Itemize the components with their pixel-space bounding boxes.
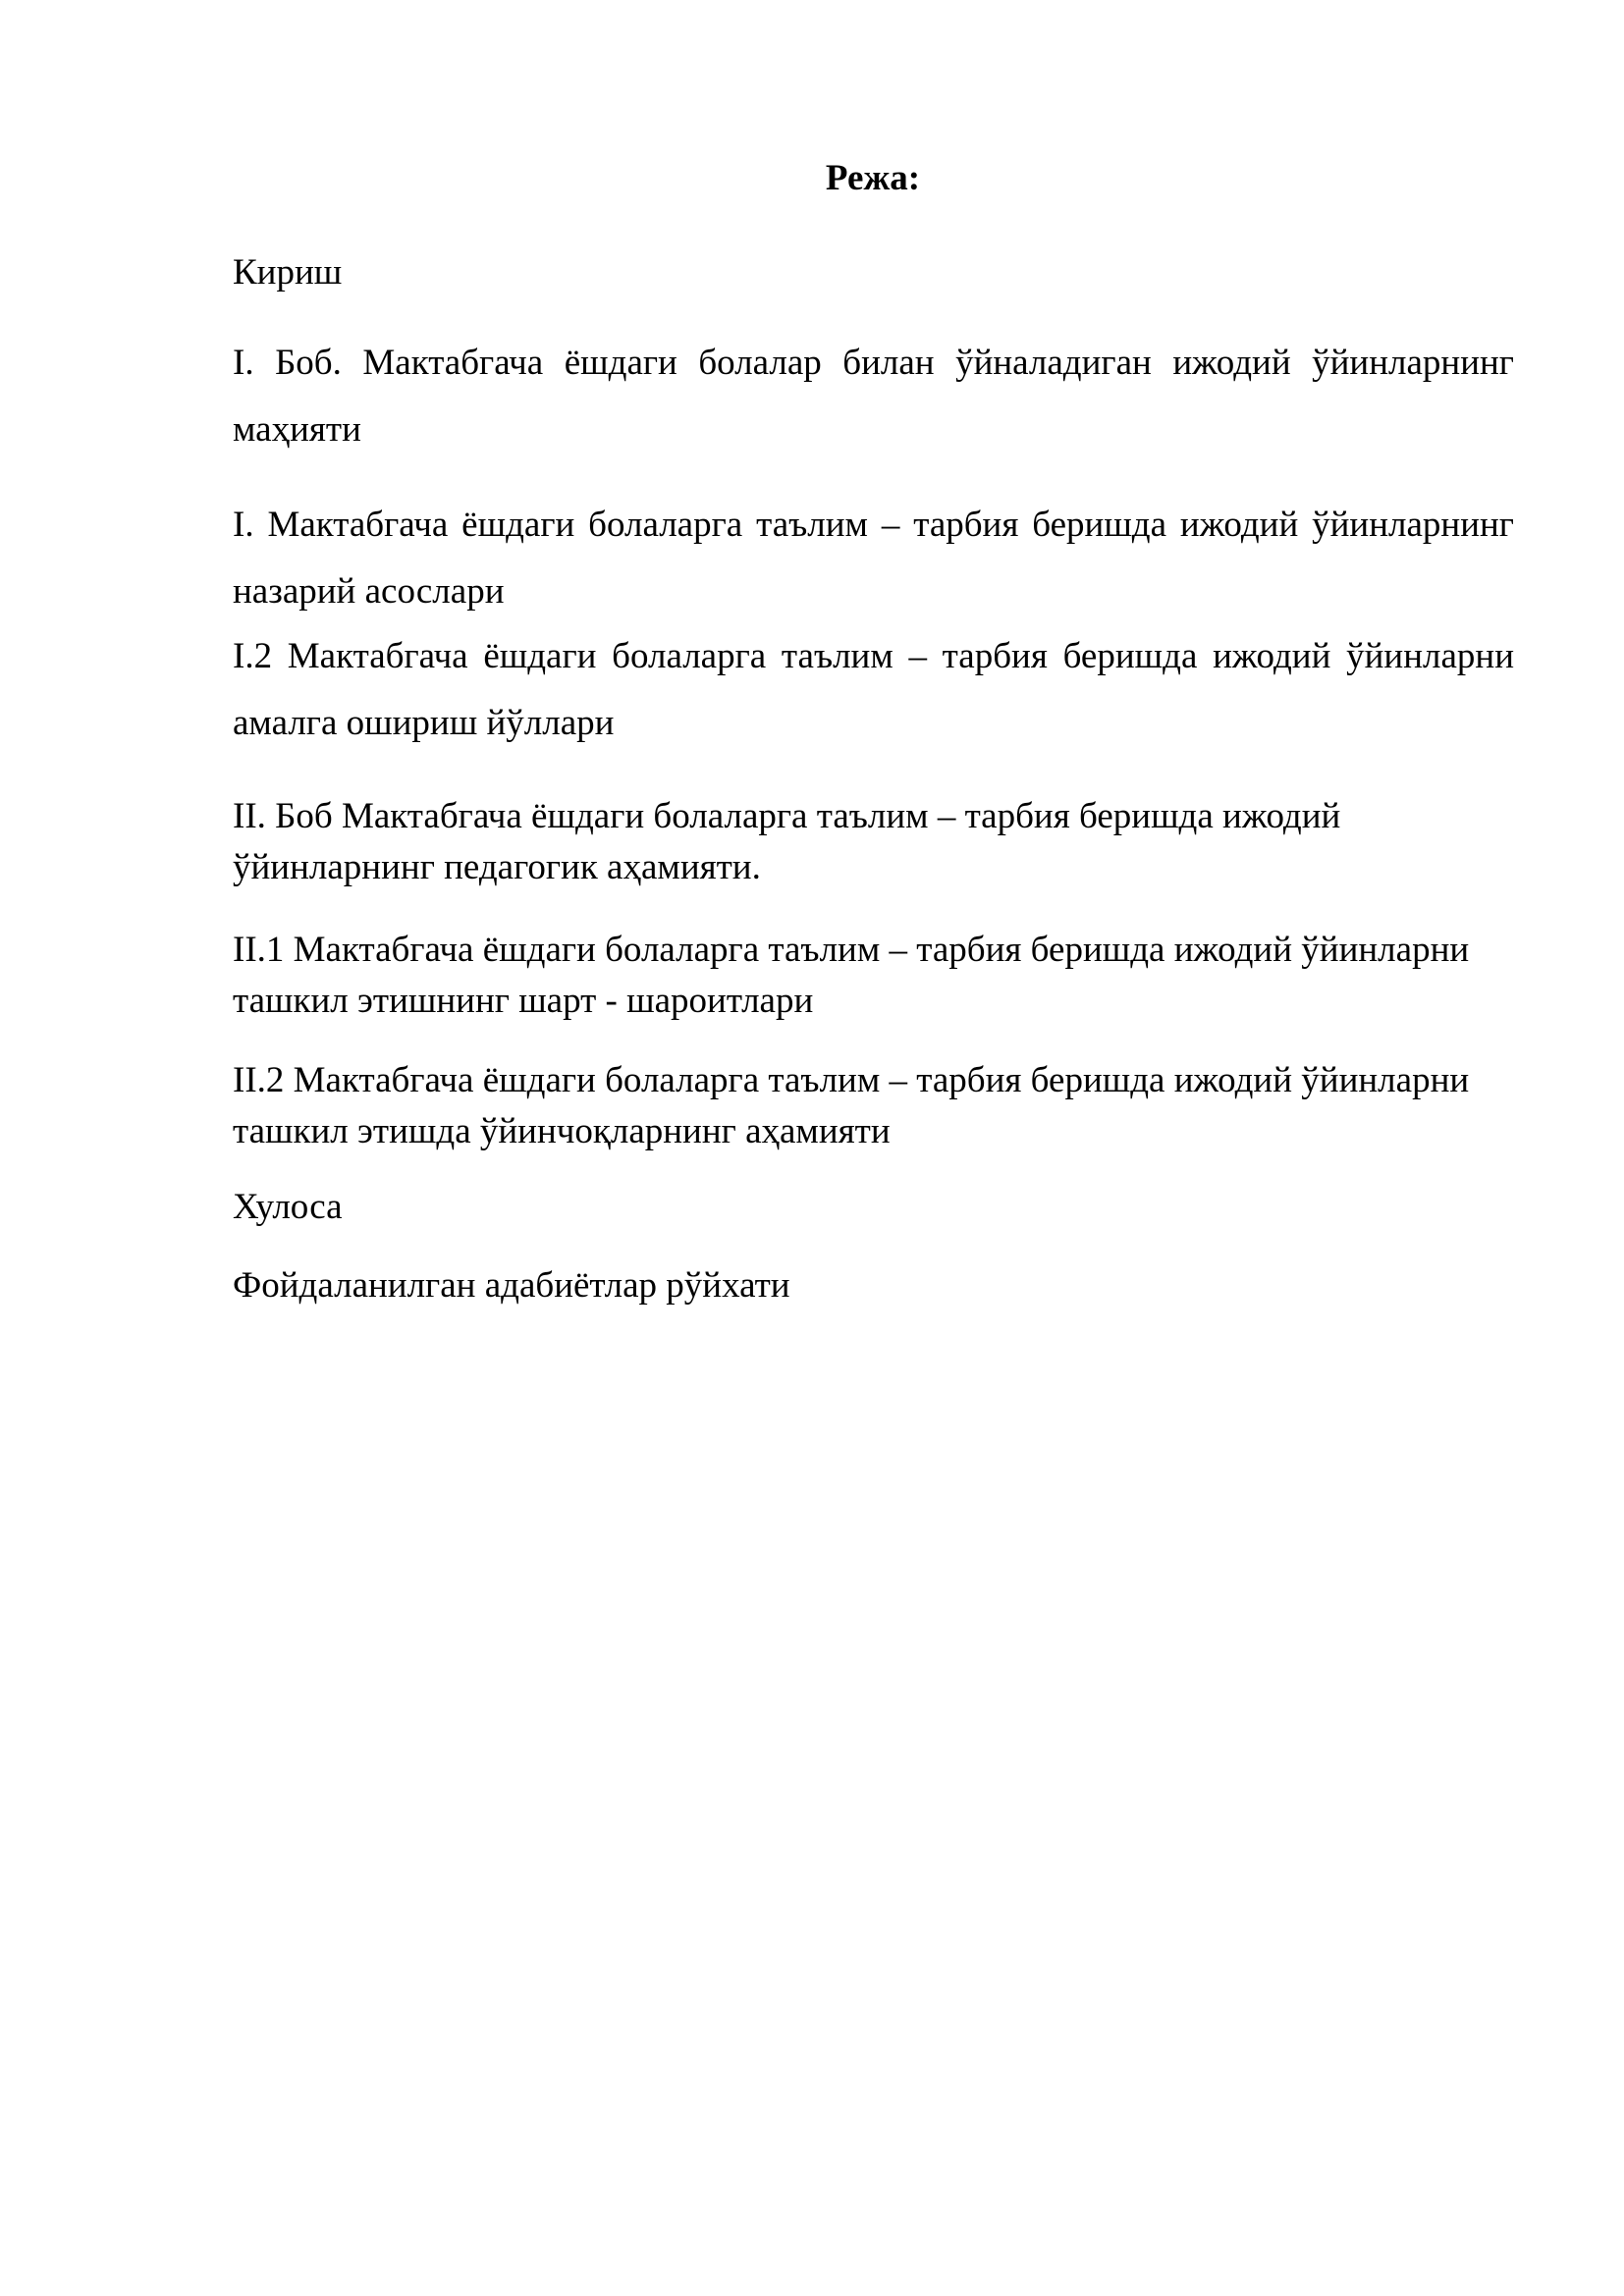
toc-entry-chapter-1: I. Боб. Мактабгача ёшдаги болалар билан ўйналадиган ижодий ўйинларнинг маҳияти: [233, 343, 1514, 450]
toc-entry-introduction: Кириш: [233, 252, 343, 293]
toc-entry-section-1-2: I.2 Мактабгача ёшдаги болаларга таълим – тарбия беришда ижодий ўйинларни амалга ошириш йўллари: [233, 636, 1514, 743]
toc-entry-section-2-2: II.2 Мактабгача ёшдаги болаларга таълим – тарбия беришда ижодий ўйинларни ташкил этишда ўйинчоқларнинг аҳамияти: [233, 1060, 1470, 1151]
toc-entry-chapter-2: II. Боб Мактабгача ёшдаги болаларга таълим – тарбия беришда ижодий ўйинларнинг педагогик аҳамияти.: [233, 796, 1341, 887]
toc-entry-section-1-1: I. Мактабгача ёшдаги болаларга таълим – тарбия беришда ижодий ўйинларнинг назарий асослари: [233, 505, 1514, 612]
page-title: Режа:: [825, 158, 921, 198]
toc-entry-references: Фойдаланилган адабиётлар рўйхати: [233, 1265, 790, 1306]
toc-entry-conclusion: Хулоса: [233, 1187, 343, 1227]
toc-entry-section-2-1: II.1 Мактабгача ёшдаги болаларга таълим – тарбия беришда ижодий ўйинларни ташкил этишнинг шарт - шароитлари: [233, 930, 1470, 1021]
